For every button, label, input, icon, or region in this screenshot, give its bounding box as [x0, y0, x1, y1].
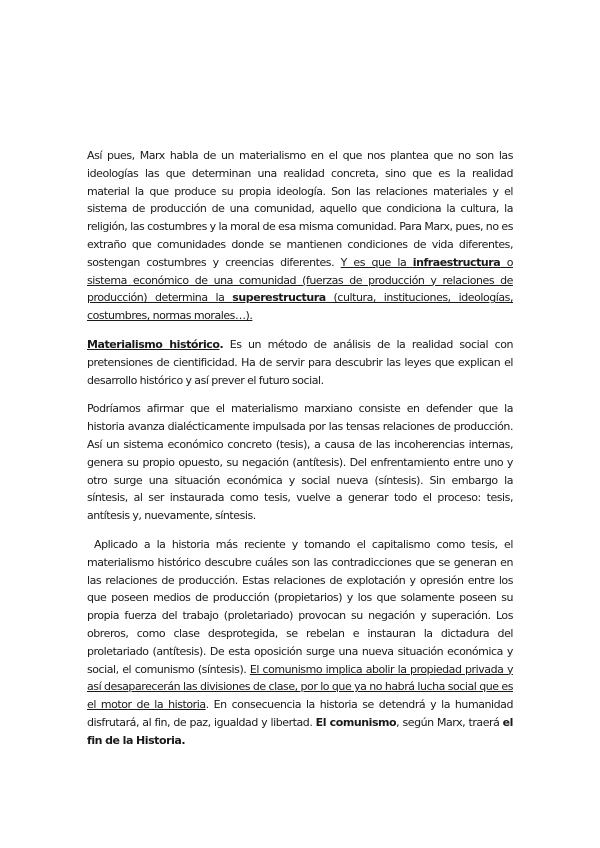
text-segment: . [219, 337, 224, 351]
text-segment: Podríamos afirmar que el materialismo marxiano consiste en defender que la historia avanza dialécticamente impulsada por las tensas relaciones de producción. Así un sistema económico concreto (tesis), a causa de las incoherencias internas, genera su propio opuesto, su negación (antítesis). Del enfrentamiento entre uno y otro surge una situación económica y social nueva (síntesis). Sin embargo la síntesis, al ser instaurada como tesis, vuelve a generar todo el proceso: tesis, antítesis y, nuevamente, síntesis. [87, 402, 513, 523]
paragraph-materialismo-historico [87, 336, 513, 389]
text-segment: Aplicado a la historia más reciente y tomando el capitalismo como tesis, el materialismo histórico descubre cuáles son las contradicciones que se generan en las relaciones de producción. Estas relaciones de explotación y opresión entre los que poseen medios de producción (propietarios) y los que solamente poseen su propia fuerza del trabajo (proletariado) provocan su negación y superación. Los obreros, como clase desprotegida, se rebelan e instauran la dictadura del proletariado (antítesis). De esta oposición surge una nueva situación económica y social, el comunismo (síntesis). [87, 537, 513, 676]
text-segment: El comunismo implica abolir la propiedad privada y así desaparecerán las divisiones de clase, por lo que ya no habrá lucha social que es el motor de la historia [87, 662, 514, 712]
text-segment: o sistema económico de una comunidad (fuerzas de producción y relaciones de producción) determina la [87, 255, 513, 305]
text-segment: Así pues, Marx habla de un materialismo en el que nos plantea que no son las ideologías las que determinan una realidad concreta, sino que es la realidad material la que produce su propia ideología. Son las relaciones materiales y el sistema de producción de una comunidad, aquello que condiciona la cultura, la religión, las costumbres y la moral de esa misma comunidad. Para Marx, pues, no es extraño que comunidades donde se mantienen condiciones de vida diferentes, sostengan costumbres y creencias diferentes. [87, 149, 513, 269]
paragraph-marx-materialism [87, 147, 513, 325]
term-materialismo-historico: Materialismo histórico [87, 337, 220, 351]
term-infraestructura: infraestructura [412, 255, 501, 269]
text-segment: Y es que la [340, 255, 413, 269]
document-body [87, 147, 513, 761]
paragraph-capitalismo [87, 536, 513, 750]
term-superestructura: superestructura [232, 291, 326, 305]
text-segment: Es un método de análisis de la realidad social con pretensiones de cientificidad. Ha de servir para descubrir las leyes que explican el desarrollo histórico y así prever el futuro social. [87, 337, 513, 387]
text-segment: , según Marx, traerá [396, 715, 503, 729]
term-el-comunismo: El comunismo [315, 715, 397, 729]
paragraph-dialectica [87, 400, 513, 525]
text-segment: . En consecuencia la historia se detendrá y la humanidad disfrutará, al fin, de paz, igualdad y libertad. [87, 698, 513, 729]
term-fin-de-la-historia: el fin de la Historia. [87, 715, 513, 747]
text-segment: (cultura, instituciones, ideologías, costumbres, normas morales…). [87, 291, 513, 323]
